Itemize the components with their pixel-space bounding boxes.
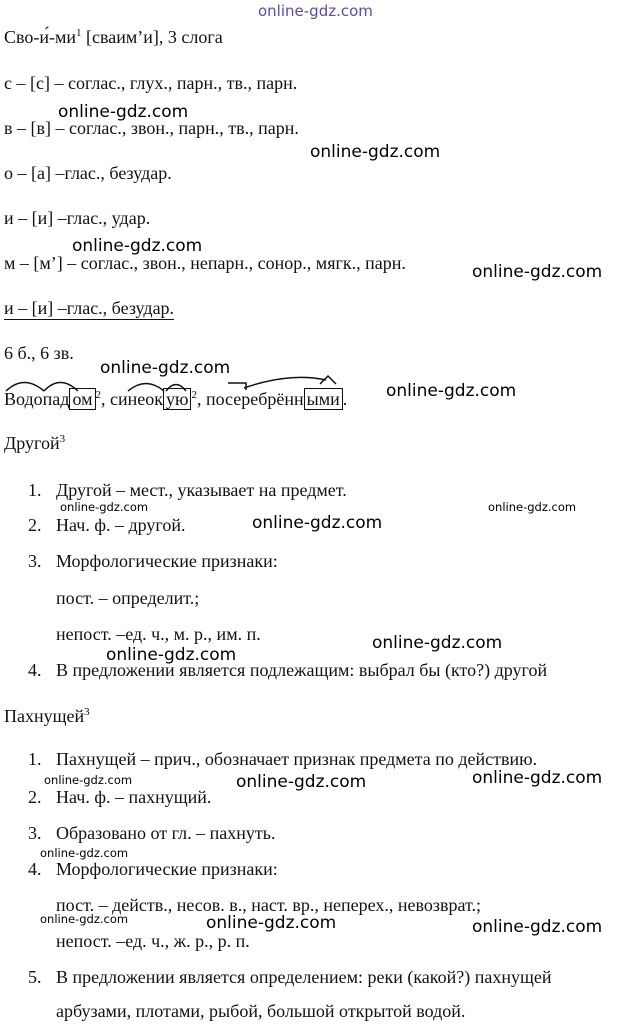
section1-title-line <box>4 432 65 454</box>
word2-ending: ую <box>163 388 191 410</box>
comma-2: , <box>196 389 202 409</box>
section2-title-line <box>4 705 90 727</box>
phonetic-line-6-text: и – [и] –глас., безудар. <box>4 298 175 318</box>
watermark: online-gdz.com <box>106 645 237 665</box>
section2-title: Пахнущей <box>4 706 85 726</box>
s2-item-2-number: 2. <box>28 787 42 807</box>
watermark: online-gdz.com <box>258 2 373 20</box>
s2-item-5-cont: арбузами, плотами, рыбой, большой открытой водой. <box>56 1001 466 1021</box>
s2-item-5-text: В предложении является определением: реки (какой?) пахнущей <box>56 967 552 987</box>
watermark: online-gdz.com <box>206 913 337 933</box>
s2-item-3-number: 3. <box>28 823 42 843</box>
root-arc-5 <box>244 377 326 388</box>
section1-footnote: 3 <box>59 433 66 445</box>
s1-item-1-number: 1. <box>28 480 42 500</box>
word1-root: Водопад <box>4 389 70 409</box>
s1-item-4-text: В предложении является подлежащим: выбрал бы (кто?) другой <box>56 660 548 680</box>
morphemic-line <box>4 388 347 410</box>
suffix-mark <box>320 376 336 384</box>
watermark: online-gdz.com <box>252 513 383 533</box>
s2-item-4-sub-2: непост. –ед. ч., ж. р., р. п. <box>56 931 250 951</box>
s2-item-5-number: 5. <box>28 967 42 987</box>
watermark: online-gdz.com <box>100 358 231 378</box>
morph-footnote-1: 2 <box>95 389 101 401</box>
word3-root: посеребрённ <box>205 389 304 409</box>
s1-item-4-number: 4. <box>28 660 42 680</box>
header-footnote: 1 <box>76 27 82 39</box>
watermark: online-gdz.com <box>44 773 133 787</box>
s1-item-3-sub-2: непост. –ед. ч., м. р., им. п. <box>56 624 261 644</box>
period: . <box>342 389 348 409</box>
phonetic-line-3: о – [а] –глас., безудар. <box>4 163 172 183</box>
section1-title: Другой <box>4 433 60 453</box>
s2-item-4-number: 4. <box>28 859 42 879</box>
summary: 6 б., 6 зв. <box>4 343 74 363</box>
s2-item-4-sub-1: пост. – действ., несов. в., наст. вр., неперех., невозврат.; <box>56 895 482 915</box>
s1-item-3-text: Морфологические признаки: <box>56 551 278 571</box>
watermark: online-gdz.com <box>472 917 603 937</box>
word2-part-a: сине <box>110 389 146 409</box>
watermark: online-gdz.com <box>236 772 367 792</box>
watermark: online-gdz.com <box>472 768 603 788</box>
section2-footnote: 3 <box>84 706 90 718</box>
phonetic-line-1: с – [с] – соглас., глух., парн., тв., парн. <box>4 73 298 93</box>
phonetic-line-6 <box>4 297 174 319</box>
word1-ending: ом <box>69 388 95 410</box>
watermark: online-gdz.com <box>488 500 577 514</box>
s2-item-3-text: Образовано от гл. – пахнуть. <box>56 823 276 843</box>
watermark: online-gdz.com <box>472 262 603 282</box>
watermark: online-gdz.com <box>386 381 517 401</box>
phonetic-line-4: и – [и] –глас., удар. <box>4 208 151 228</box>
header-transcription: [сваим’и], 3 слога <box>86 27 223 47</box>
s2-item-4-text: Морфологические признаки: <box>56 859 278 879</box>
watermark: online-gdz.com <box>372 633 503 653</box>
s1-item-2-text: Нач. ф. – другой. <box>56 515 186 535</box>
watermark: online-gdz.com <box>60 500 149 514</box>
s2-item-2-text: Нач. ф. – пахнущий. <box>56 787 212 807</box>
word3-ending: ыми <box>304 388 343 410</box>
header-line <box>4 26 223 48</box>
watermark: online-gdz.com <box>72 236 203 256</box>
s1-item-2-number: 2. <box>28 515 42 535</box>
watermark: online-gdz.com <box>310 142 441 162</box>
watermark: online-gdz.com <box>58 102 189 122</box>
phonetic-line-5: м – [м’] – соглас., звон., непарн., сонор., мягк., парн. <box>4 253 406 273</box>
s1-item-3-sub-1: пост. – определит.; <box>56 588 200 608</box>
s2-item-1-text: Пахнущей – прич., обозначает признак предмета по действию. <box>56 749 538 769</box>
comma-1: , <box>101 389 106 409</box>
s1-item-1-text: Другой – мест., указывает на предмет. <box>56 480 347 500</box>
s1-item-3-number: 3. <box>28 551 42 571</box>
s2-item-1-number: 1. <box>28 749 42 769</box>
watermark: online-gdz.com <box>40 846 129 860</box>
morph-footnote-2: 2 <box>191 389 197 401</box>
watermark: online-gdz.com <box>40 912 129 926</box>
header-word: Сво-и́-ми <box>4 27 77 47</box>
phonetic-line-2: в – [в] – соглас., звон., парн., тв., парн. <box>4 118 299 138</box>
word2-part-b: ок <box>145 389 163 409</box>
